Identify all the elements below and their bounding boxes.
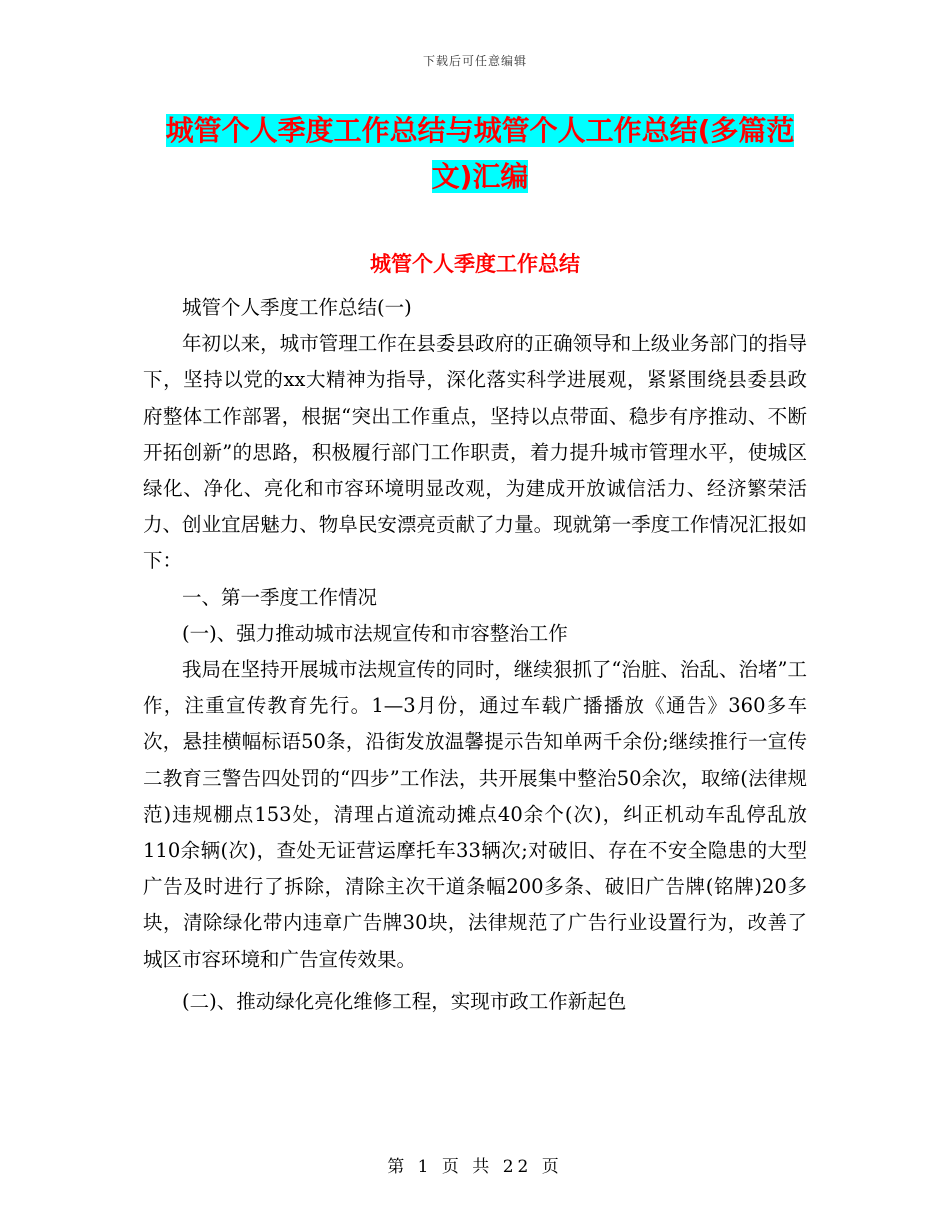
section-title: 城管个人季度工作总结 (370, 252, 580, 276)
page-number: 第 1 页 共 22 页 (387, 1157, 563, 1177)
document-title-text: 城管个人季度工作总结与城管个人工作总结(多篇范文)汇编 (165, 114, 795, 193)
paragraph-subheading-1: (一)、强力推动城市法规宣传和市容整治工作 (182, 621, 568, 645)
paragraph-intro: 年初以来，城市管理工作在县委县政府的正确领导和上级业务部门的指导下，坚持以党的xx大精神为指导，深化落实科学进展观，紧紧围绕县委县政府整体工作部署，根据“突出工作重点，坚持以点带面、稳步有序推动、不断开拓创新”的思路，积极履行部门工作职责，着力提升城市管理水平，使城区绿化、净化、亮化和市容环境明显改观，为建成开放诚信活力、经济繁荣活力、创业宜居魅力、物阜民安漂亮贡献了力量。现就第一季度工作情况汇报如下： (143, 332, 807, 573)
document-title (150, 108, 810, 200)
paragraph-subtitle: 城管个人季度工作总结(一) (182, 296, 412, 319)
header-note: 下载后可任意编辑 (422, 54, 527, 68)
paragraph-heading-1: 一、第一季度工作情况 (182, 585, 378, 609)
document-body (143, 290, 807, 1020)
paragraph-body-1: 我局在坚持开展城市法规宣传的同时，继续狠抓了“治脏、治乱、治堵”工作，注重宣传教育先行。1—3月份，通过车载广播播放《通告》360多车次，悬挂横幅标语50条，沿街发放温馨提示告知单两千余份;继续推行一宣传二教育三警告四处罚的“四步”工作法，共开展集中整治50余次，取缔(法律规范)违规棚点153处，清理占道流动摊点40余个(次)，纠正机动车乱停乱放110余辆(次)，查处无证营运摩托车33辆次;对破旧、存在不安全隐患的大型广告及时进行了拆除，清除主次干道条幅200多条、破旧广告牌(铭牌)20多块，清除绿化带内违章广告牌30块，法律规范了广告行业设置行为，改善了城区市容环境和广告宣传效果。 (143, 658, 807, 971)
paragraph-subheading-2: (二)、推动绿化亮化维修工程，实现市政工作新起色 (182, 989, 627, 1013)
